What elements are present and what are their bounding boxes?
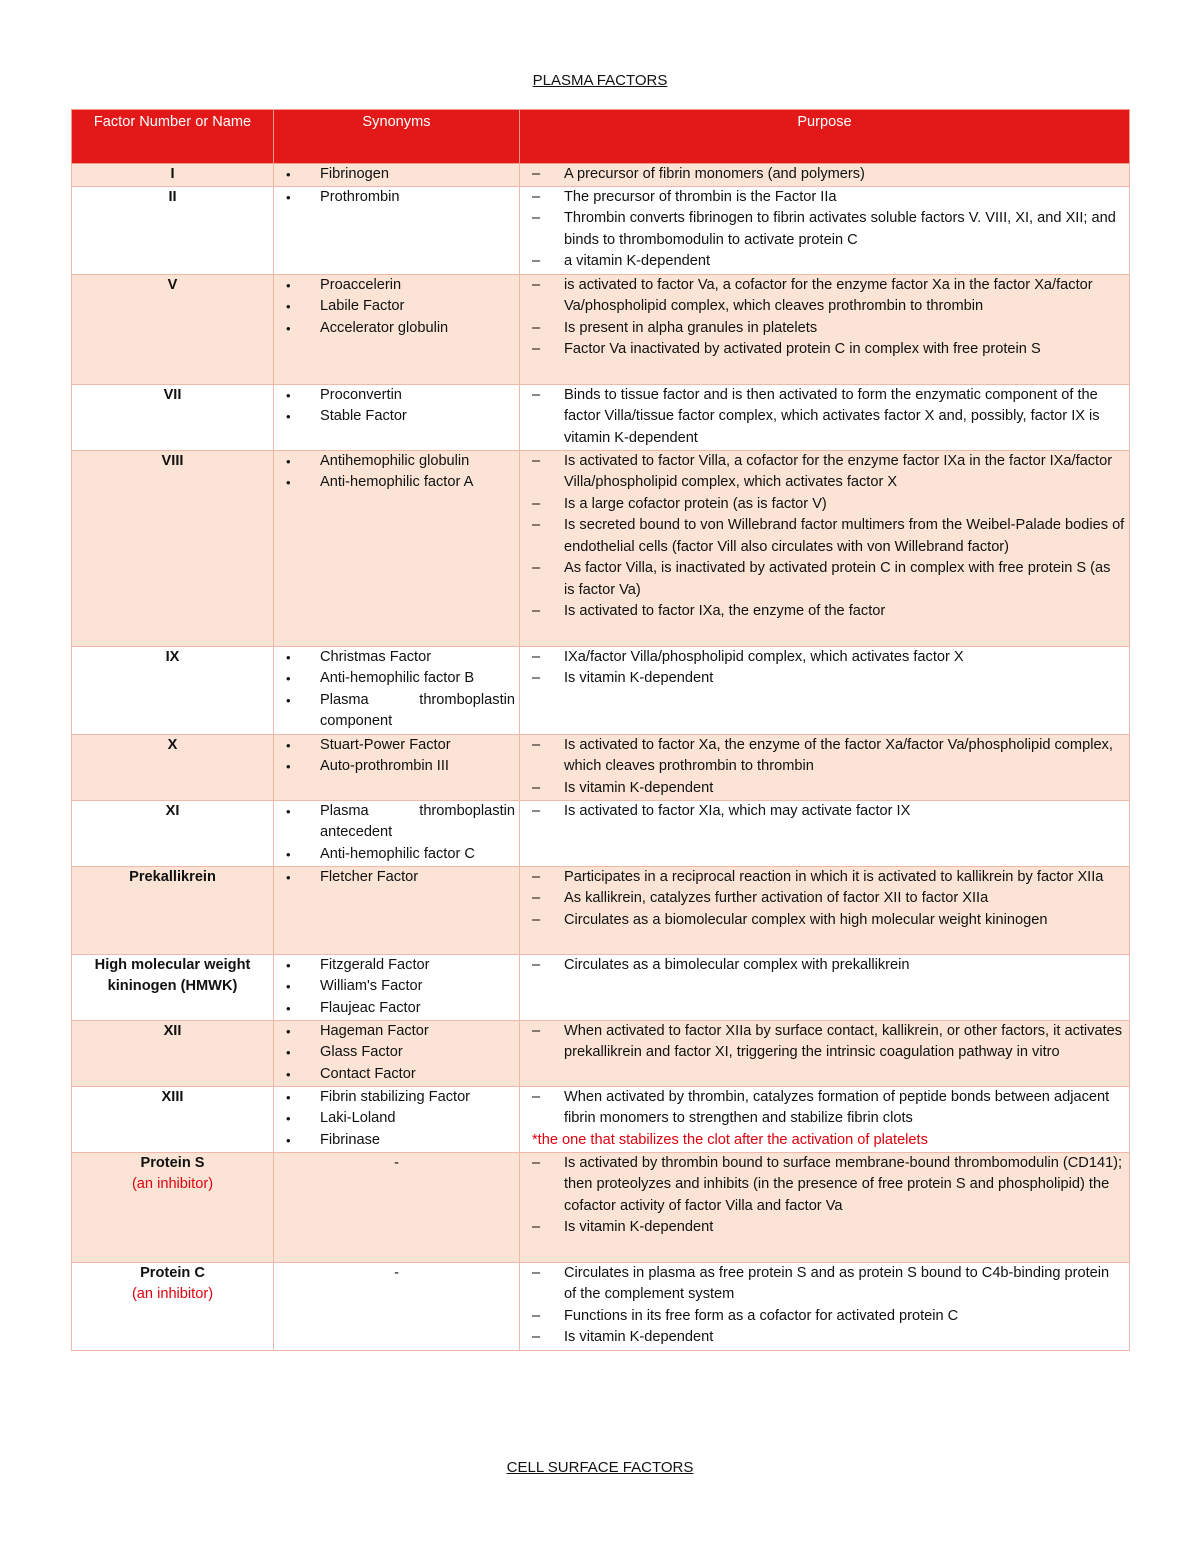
table-row — [72, 450, 1130, 646]
synonyms-cell — [274, 866, 520, 954]
synonym-none: - — [394, 1264, 399, 1281]
plasma-factors-table — [71, 109, 1130, 1351]
synonym-item: • Glass Factor — [278, 1042, 515, 1064]
purpose-cell — [520, 384, 1130, 450]
table-row — [72, 1020, 1130, 1086]
factor-name: IX — [165, 648, 180, 665]
factor-name-cell — [72, 734, 274, 800]
synonym-list — [278, 1021, 515, 1086]
purpose-cell — [520, 164, 1130, 187]
purpose-item: – Binds to tissue factor and is then activated to form the enzymatic component of the factor Villa/tissue factor complex, which activates factor X and, possibly, factor IX is vitamin K-dependent — [524, 385, 1125, 450]
synonym-list — [278, 647, 515, 733]
inhibitor-label: (an inhibitor) — [131, 1286, 214, 1302]
synonym-item: • Anti-hemophilic factor C — [278, 844, 515, 866]
purpose-item: – Is activated to factor Villa, a cofactor for the enzyme factor IXa in the factor IXa/factor Villa/phospholipid complex, which activates factor X — [524, 451, 1125, 494]
synonym-item: • Fletcher Factor — [278, 867, 515, 889]
synonym-item: • Laki-Loland — [278, 1108, 515, 1130]
factor-name-cell — [72, 1086, 274, 1152]
factor-name-cell — [72, 646, 274, 734]
synonym-item: • Plasma thromboplastin antecedent — [278, 801, 515, 844]
factor-name-cell — [72, 1152, 274, 1262]
purpose-item: – Is activated to factor Xa, the enzyme of the factor Xa/factor Va/phospholipid complex, which cleaves prothrombin to thrombin — [524, 735, 1125, 778]
synonym-list — [278, 867, 515, 889]
synonym-list — [278, 385, 515, 428]
purpose-list — [524, 955, 1125, 977]
factor-name: X — [167, 736, 178, 753]
synonym-item: • William's Factor — [278, 976, 515, 998]
synonym-item: • Stuart-Power Factor — [278, 735, 515, 757]
table-row — [72, 646, 1130, 734]
table-row — [72, 384, 1130, 450]
factor-name-cell — [72, 800, 274, 866]
factor-name-cell — [72, 866, 274, 954]
purpose-cell — [520, 1086, 1130, 1152]
purpose-item: – Factor Va inactivated by activated protein C in complex with free protein S — [524, 339, 1125, 361]
synonym-item: • Flaujeac Factor — [278, 998, 515, 1020]
synonyms-cell — [274, 450, 520, 646]
synonyms-cell — [274, 1086, 520, 1152]
synonym-item: • Contact Factor — [278, 1064, 515, 1086]
table-row — [72, 734, 1130, 800]
purpose-item: – Participates in a reciprocal reaction in which it is activated to kallikrein by factor XIIa — [524, 867, 1125, 889]
synonyms-cell — [274, 186, 520, 274]
synonym-item: • Antihemophilic globulin — [278, 451, 515, 473]
purpose-item: – IXa/factor Villa/phospholipid complex, which activates factor X — [524, 647, 1125, 669]
factor-name-cell — [72, 384, 274, 450]
factor-name: XIII — [161, 1088, 184, 1105]
purpose-item: – When activated to factor XIIa by surface contact, kallikrein, or other factors, it activates prekallikrein and factor XI, triggering the intrinsic coagulation pathway in vitro — [524, 1021, 1125, 1064]
synonym-item: • Proconvertin — [278, 385, 515, 407]
purpose-item: – Is vitamin K-dependent — [524, 778, 1125, 800]
header-purpose: Purpose — [520, 110, 1130, 164]
table-body — [72, 164, 1130, 1351]
synonym-list — [278, 451, 515, 494]
factor-name-cell — [72, 954, 274, 1020]
inhibitor-label: (an inhibitor) — [131, 1176, 214, 1192]
purpose-cell — [520, 1020, 1130, 1086]
synonym-item: • Christmas Factor — [278, 647, 515, 669]
factor-name-cell — [72, 1020, 274, 1086]
table-row — [72, 186, 1130, 274]
factor-name-cell — [72, 164, 274, 187]
synonyms-cell — [274, 1152, 520, 1262]
header-factor: Factor Number or Name — [72, 110, 274, 164]
factor-name: II — [168, 188, 177, 205]
synonym-item: • Accelerator globulin — [278, 318, 515, 340]
synonym-list — [278, 275, 515, 340]
purpose-cell — [520, 450, 1130, 646]
synonym-item: • Anti-hemophilic factor B — [278, 668, 515, 690]
synonym-none: - — [394, 1154, 399, 1171]
synonyms-cell — [274, 274, 520, 384]
synonym-item: • Plasma thromboplastin component — [278, 690, 515, 733]
purpose-cell — [520, 954, 1130, 1020]
purpose-item: – When activated by thrombin, catalyzes formation of peptide bonds between adjacent fibrin monomers to strengthen and stabilize fibrin clots — [524, 1087, 1125, 1130]
factor-name: High molecular weight kininogen (HMWK) — [94, 956, 251, 994]
synonym-list — [278, 1087, 515, 1152]
table-row — [72, 274, 1130, 384]
synonym-list — [278, 164, 515, 186]
header-synonyms: Synonyms — [274, 110, 520, 164]
synonym-item: • Proaccelerin — [278, 275, 515, 297]
purpose-item: – Circulates as a bimolecular complex with prekallikrein — [524, 955, 1125, 977]
factor-name: Protein S — [140, 1154, 205, 1171]
purpose-cell — [520, 734, 1130, 800]
purpose-list — [524, 867, 1125, 932]
purpose-item: – A precursor of fibrin monomers (and polymers) — [524, 164, 1125, 186]
purpose-cell — [520, 1152, 1130, 1262]
purpose-item: – Is a large cofactor protein (as is factor V) — [524, 494, 1125, 516]
table-header-row — [72, 110, 1130, 164]
purpose-list — [524, 735, 1125, 800]
table-row — [72, 1152, 1130, 1262]
factor-name: XII — [163, 1022, 182, 1039]
synonym-list — [278, 955, 515, 1020]
synonyms-cell — [274, 164, 520, 187]
synonyms-cell — [274, 646, 520, 734]
purpose-item: – Thrombin converts fibrinogen to fibrin activates soluble factors V. VIII, XI, and XII; and binds to thrombomodulin to activate protein C — [524, 208, 1125, 251]
factor-name-cell — [72, 450, 274, 646]
synonym-item: • Prothrombin — [278, 187, 515, 209]
purpose-item: – is activated to factor Va, a cofactor for the enzyme factor Xa in the factor Xa/factor Va/phospholipid complex, which cleaves prothrombin to thrombin — [524, 275, 1125, 318]
purpose-item: – As factor Villa, is inactivated by activated protein C in complex with free protein S (as is factor Va) — [524, 558, 1125, 601]
factor-name-cell — [72, 186, 274, 274]
purpose-list — [524, 451, 1125, 623]
purpose-cell — [520, 646, 1130, 734]
purpose-list — [524, 275, 1125, 361]
purpose-list — [524, 1087, 1125, 1130]
purpose-cell — [520, 866, 1130, 954]
synonym-item: • Fitzgerald Factor — [278, 955, 515, 977]
purpose-list — [524, 187, 1125, 273]
purpose-item: – The precursor of thrombin is the Factor IIa — [524, 187, 1125, 209]
synonym-list — [278, 801, 515, 866]
synonym-item: • Anti-hemophilic factor A — [278, 472, 515, 494]
purpose-cell — [520, 274, 1130, 384]
table-row — [72, 800, 1130, 866]
synonyms-cell — [274, 954, 520, 1020]
purpose-item: – Is activated by thrombin bound to surface membrane-bound thrombomodulin (CD141); then proteolyzes and inhibits (in the presence of free protein S and phospholipid) the cofactor activity of factor Villa and factor Va — [524, 1153, 1125, 1218]
synonym-item: • Fibrinogen — [278, 164, 515, 186]
table-row — [72, 954, 1130, 1020]
purpose-item: – Is activated to factor IXa, the enzyme of the factor — [524, 601, 1125, 623]
synonyms-cell — [274, 734, 520, 800]
factor-name: Prekallikrein — [129, 868, 216, 885]
synonym-item: • Auto-prothrombin III — [278, 756, 515, 778]
factor-name: VII — [163, 386, 182, 403]
synonym-item: • Fibrinase — [278, 1130, 515, 1152]
synonym-list — [278, 187, 515, 209]
synonym-item: • Stable Factor — [278, 406, 515, 428]
section-title: CELL SURFACE FACTORS — [506, 1459, 694, 1476]
table-row — [72, 1086, 1130, 1152]
synonyms-cell — [274, 1020, 520, 1086]
factor-name-cell — [72, 274, 274, 384]
purpose-list — [524, 1153, 1125, 1239]
synonym-list — [278, 735, 515, 778]
purpose-list — [524, 385, 1125, 450]
purpose-item: – Is vitamin K-dependent — [524, 668, 1125, 690]
table-row — [72, 866, 1130, 954]
factor-name: VIII — [161, 452, 184, 469]
purpose-item: – Functions in its free form as a cofactor for activated protein C — [524, 1306, 1125, 1328]
table-row — [72, 1262, 1130, 1350]
table-row — [72, 164, 1130, 187]
purpose-note: *the one that stabilizes the clot after the activation of platelets — [532, 1131, 928, 1148]
factor-name: Protein C — [140, 1264, 205, 1281]
purpose-item: – As kallikrein, catalyzes further activation of factor XII to factor XIIa — [524, 888, 1125, 910]
synonym-item: • Labile Factor — [278, 296, 515, 318]
purpose-list — [524, 647, 1125, 690]
purpose-item: – Circulates as a biomolecular complex with high molecular weight kininogen — [524, 910, 1125, 932]
factor-name: I — [170, 166, 175, 182]
purpose-cell — [520, 800, 1130, 866]
purpose-list — [524, 1263, 1125, 1349]
purpose-item: – a vitamin K-dependent — [524, 251, 1125, 273]
purpose-cell — [520, 1262, 1130, 1350]
purpose-cell — [520, 186, 1130, 274]
purpose-item: – Is activated to factor XIa, which may activate factor IX — [524, 801, 1125, 823]
factor-name: V — [167, 276, 178, 293]
synonyms-cell — [274, 1262, 520, 1350]
page-title: PLASMA FACTORS — [532, 72, 668, 89]
purpose-item: – Is vitamin K-dependent — [524, 1217, 1125, 1239]
factor-name: XI — [165, 802, 180, 819]
synonyms-cell — [274, 384, 520, 450]
synonym-item: • Hageman Factor — [278, 1021, 515, 1043]
synonyms-cell — [274, 800, 520, 866]
purpose-list — [524, 164, 1125, 186]
purpose-list — [524, 801, 1125, 823]
purpose-item: – Is vitamin K-dependent — [524, 1327, 1125, 1349]
purpose-item: – Circulates in plasma as free protein S and as protein S bound to C4b-binding protein of the complement system — [524, 1263, 1125, 1306]
purpose-item: – Is present in alpha granules in platelets — [524, 318, 1125, 340]
factor-name-cell — [72, 1262, 274, 1350]
purpose-item: – Is secreted bound to von Willebrand factor multimers from the Weibel-Palade bodies of endothelial cells (factor Vill also circulates with von Willebrand factor) — [524, 515, 1125, 558]
synonym-item: • Fibrin stabilizing Factor — [278, 1087, 515, 1109]
purpose-list — [524, 1021, 1125, 1064]
